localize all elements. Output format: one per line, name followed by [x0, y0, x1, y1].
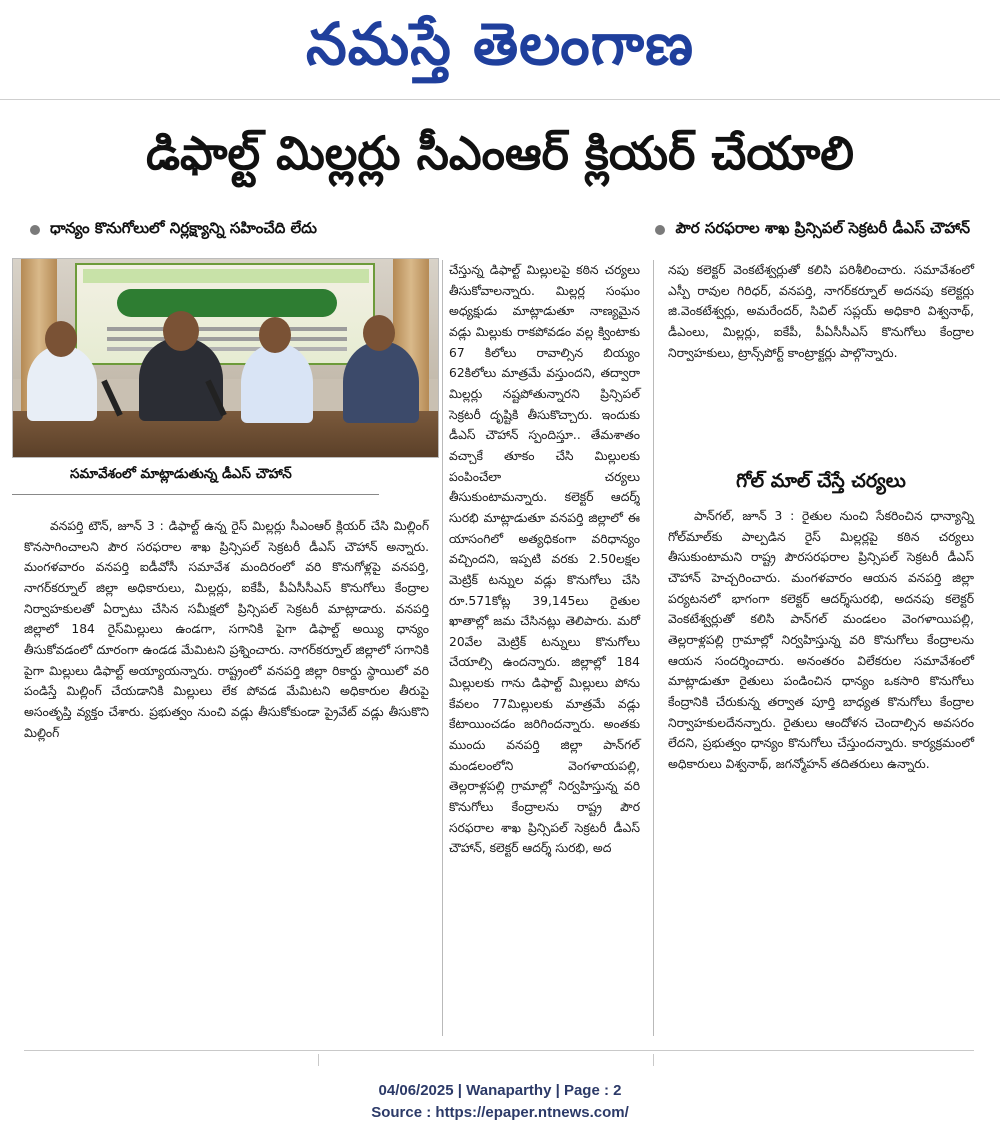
photo-caption: సమావేశంలో మాట్లాడుతున్న డీఎస్ చౌహాన్ [70, 466, 292, 482]
article-photo [12, 258, 439, 458]
caption-divider [12, 494, 379, 495]
paragraph: పాన్‌గల్, జూన్ 3 : రైతుల నుంచి సేకరించిన ధాన్యాన్ని గోల్‌మాల్‌కు పాల్పడిన రైస్ మిల్లర్లపై కఠిన చర్యలు తీసుకుంటామని రాష్ట్ర పౌరసరఫరాల ప్రిన్సిపల్ సెక్రటరీ డీఎస్ చౌహాన్ హెచ్చరించారు. మంగళవారం ఆయన వనపర్తి జిల్లా పర్యటనలో భాగంగా కలెక్టర్ ఆదర్శ్‌సురభి, అదనపు కలెక్టర్ వెంకటేశ్వర్లుతో కలిసి పాన్‌గల్ మండలం వెంగళాయిపల్లి, తెల్లరాళ్లపల్లి గ్రామాల్లో నిర్వహిస్తున్న వరి కొనుగోలు కేంద్రాలను ఆయన సందర్శించారు. అనంతరం విలేకరుల సమావేశంలో మాట్లాడుతూ రైతులు పండించిన ధాన్యం ఒకసారి కొనుగోలు కేంద్రానికి చేరుకున్న తర్వాత పూర్తి బాధ్యత కొనుగోలు కేంద్రాల నిర్వాహకులదేనన్నారు. రైతులు ఆందోళన చెందాల్సిన అవసరం లేదని, ప్రభుత్వం ధాన్యం కొనుగోలు చేస్తుందన్నారు. కార్యక్రమంలో అధికారులు విశ్వనాథ్, జగన్మోహన్ తదితరులు ఉన్నారు. [668, 509, 974, 771]
subhead-text: ధాన్యం కొనుగోలులో నిర్లక్ష్యాన్ని సహించేది లేదు [50, 219, 317, 237]
bullet-icon [30, 225, 40, 235]
masthead [0, 0, 1000, 100]
paragraph: చేస్తున్న డిఫాల్ట్ మిల్లులపై కఠిన చర్యలు తీసుకోవాలన్నారు. మిల్లర్ల సంఘం అధ్యక్షుడు మాట్లాడుతూ నాణ్యమైన వడ్లు మిల్లుకు రాకపోవడం వల్ల క్వింటాకు 67 కిలోలు రావాల్సిన బియ్యం 62కిలోలు మాత్రమే వస్తుందని, తద్వారా మిల్లర్లు నష్టపోతున్నారని ప్రిన్సిపల్ సెక్రటరీ దృష్టికి తీసుకొచ్చారు. ఇందుకు డీఎస్ చౌహాన్ స్పందిస్తూ.. తేమశాతం వచ్చాకే తూకం చేసి మిల్లులకు పంపించేలా చర్యలు తీసుకుంటామన్నారు. కలెక్టర్ ఆదర్శ్ సురభి మాట్లాడుతూ వనపర్తి జిల్లాలో ఈ యాసంగిలో అత్యధికంగా వరిధాన్యం వచ్చిందని, ఇప్పటి వరకు 2.50లక్షల మెట్రిక్ టన్నుల వడ్లు కొనుగోలు చేసి రూ.571కోట్ల 39,145లు రైతుల ఖాతాల్లో జమ చేసినట్లు తెలిపారు. మరో 20వేల మెట్రిక్ టన్నులు కొనుగోలు చేయాల్సి ఉందన్నారు. జిల్లాల్లో 184 మిల్లులకు గాను డిఫాల్ట్ మిల్లులు పోను కేవలం 77మిల్లులకు మాత్రమే వడ్లు కేటాయించడం జరిగిందన్నారు. అంతకు ముందు వనపర్తి జిల్లా పాన్‌గల్ మండలంలోని వెంగళాయపల్లి, తెల్లరాళ్లపల్లి గ్రామాల్లో నిర్వహిస్తున్న వరి కొనుగోలు కేంద్రాలను రాష్ట్ర పౌర సరఫరాల శాఖ ప్రిన్సిపల్ సెక్రటరీ డీఎస్ చౌహాన్, కలెక్టర్ ఆదర్శ్ సురభి, అద [449, 263, 640, 856]
edition-info: 04/06/2025 | Wanaparthy | Page : 2 [378, 1082, 622, 1099]
subhead-row [30, 216, 970, 244]
article-column-3-continued [668, 506, 974, 1036]
bottom-tick [318, 1054, 319, 1066]
person-1-head [45, 321, 77, 357]
paragraph: వనపర్తి టౌన్, జూన్ 3 : డిఫాల్ట్ ఉన్న రైస్ మిల్లర్లు సీఎంఆర్ క్లియర్ చేసి మిల్లింగ్ కొనసాగించాలని పౌర సరఫరాల శాఖ ప్రిన్సిపల్ సెక్రటరీ డీఎస్ చౌహాన్ అన్నారు. మంగళవారం వనపర్తి ఐడీవోసీ సమావేశ మందిరంలో వరి కొనుగోళ్లపై వనపర్తి, నాగర్‌కర్నూల్ జిల్లా అధికారులు, మిల్లర్లు, ఐకేపీ, పీఏసీసీఎస్ కొనుగోలు కేంద్రాల నిర్వాహకులతో ఏర్పాటు చేసిన సమీక్షలో ప్రిన్సిపల్ సెక్రటరీ మాట్లాడారు. వనపర్తి జిల్లాలో 184 రైస్‌మిల్లులు ఉండగా, సగానికి పైగా డిఫాల్ట్ అయ్యి ధాన్యం తీసుకోవడంలో దూరంగా ఉండడ మేమిటని ప్రశ్నించారు. నాగర్‌కర్నూల్ జిల్లాలో సగానికి పైగా మిల్లులు డిఫాల్ట్ అయ్యాయన్నారు. రాష్ట్రంలో వనపర్తి జిల్లా రికార్డు స్థాయిలో వరి పండిస్తే మిల్లింగ్ చేయడానికి మిల్లులు లేక పోవడ మేమిటని అధికారుల తీరుపై అసంతృప్తి వ్యక్తం చేశారు. ప్రభుత్వం నుంచి వడ్లు తీసుకోకుండా ప్రైవేట్ వడ్లు తీసుకొని మిల్లింగ్ [24, 519, 429, 740]
paragraph: నపు కలెక్టర్ వెంకటేశ్వర్లుతో కలిసి పరిశీలించారు. సమావేశంలో ఎస్పీ రావుల గిరిధర్, వనపర్తి, నాగర్‌కర్నూల్ అదనపు కలెక్టర్లు జి.వెంకటేశ్వర్లు, అమరేందర్, సివిల్ సప్లయ్ అధికారి విశ్వనాథ్, డీఎంలు, మిల్లర్లు, ఐకేపీ, పీఏసీసీఎస్ కొనుగోలు కేంద్రాల నిర్వాహకులు, ట్రాన్స్‌పోర్ట్ కాంట్రాక్టర్లు పాల్గొన్నారు. [668, 263, 974, 360]
newspaper-logo: నమస్తే తెలంగాణ [306, 10, 694, 78]
meeting-banner [75, 263, 375, 365]
banner-title-graphic [117, 289, 337, 317]
bottom-tick [653, 1054, 654, 1066]
banner-header-strip [83, 269, 369, 283]
subsection-title: గోల్ మాల్ చేస్తే చర్యలు [736, 470, 906, 492]
subhead-1 [30, 219, 317, 241]
source-link[interactable]: Source : https://epaper.ntnews.com/ [371, 1104, 629, 1121]
bottom-divider [24, 1050, 974, 1051]
person-3 [241, 343, 313, 423]
article-column-3 [668, 260, 974, 456]
article-column-1 [24, 516, 429, 1036]
article-headline: డిఫాల్ట్ మిల్లర్లు సీఎంఆర్ క్లియర్ చేయాలి [146, 126, 854, 180]
subhead-2 [655, 219, 970, 241]
subhead-text: పౌర సరఫరాల శాఖ ప్రిన్సిపల్ సెక్రటరీ డీఎస్ చౌహాన్ [675, 219, 970, 237]
person-3-head [259, 317, 291, 353]
person-police-officer [343, 341, 419, 423]
person-speaker-head [163, 311, 199, 351]
person-police-officer-head [363, 315, 395, 351]
bullet-icon [655, 225, 665, 235]
banner-text-lines [107, 327, 347, 331]
column-divider [653, 260, 654, 1036]
column-divider [442, 260, 443, 1036]
page-footer [0, 1080, 1000, 1124]
article-column-2 [449, 260, 640, 1036]
